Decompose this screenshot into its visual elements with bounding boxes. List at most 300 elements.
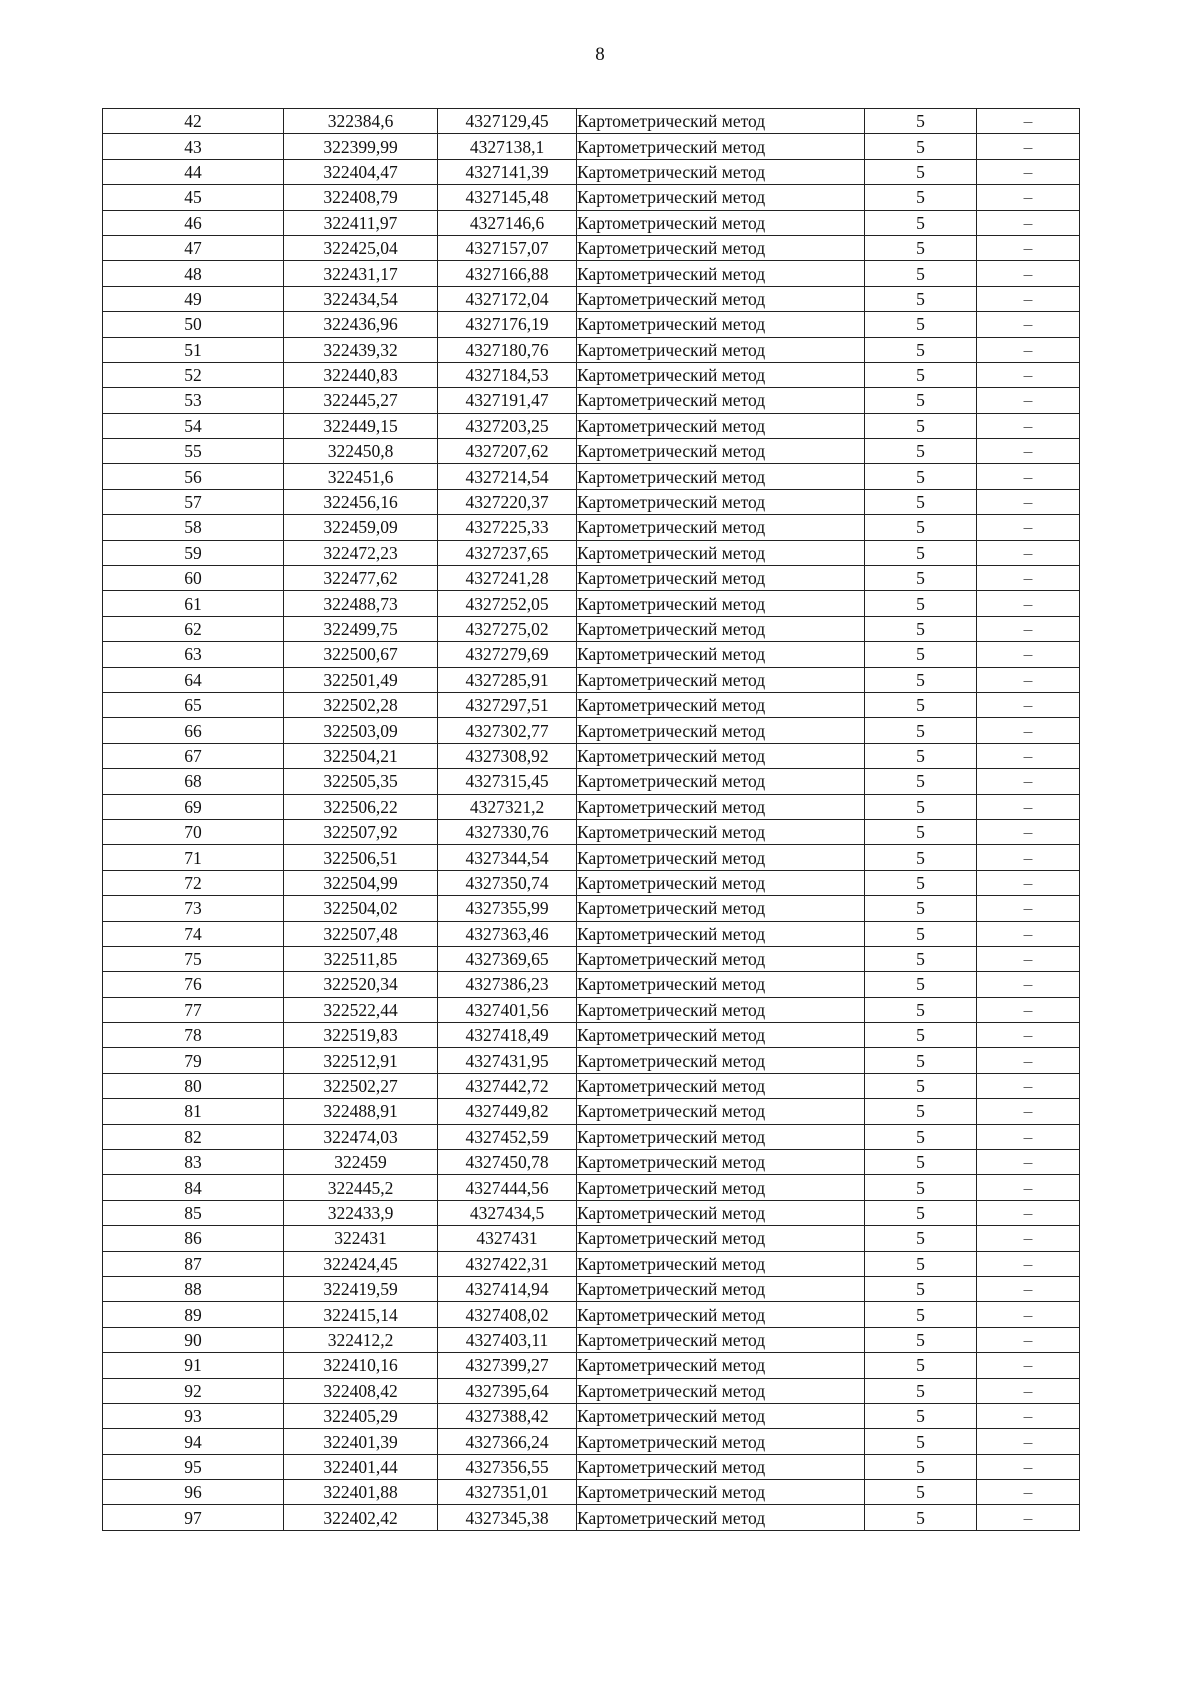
description-cell: – [977,1302,1080,1327]
y-coordinate-cell: 4327399,27 [438,1353,577,1378]
x-coordinate-cell: 322431 [284,1226,438,1251]
y-coordinate-cell: 4327237,65 [438,540,577,565]
point-number-cell: 94 [103,1429,284,1454]
table-row [103,972,1080,997]
y-coordinate-cell: 4327366,24 [438,1429,577,1454]
y-coordinate-cell: 4327214,54 [438,464,577,489]
x-coordinate-cell: 322449,15 [284,413,438,438]
x-coordinate-cell: 322505,35 [284,769,438,794]
table-row [103,337,1080,362]
point-number-cell: 54 [103,413,284,438]
point-number-cell: 83 [103,1150,284,1175]
method-cell: Картометрический метод [577,1073,865,1098]
table-row [103,439,1080,464]
y-coordinate-cell: 4327403,11 [438,1327,577,1352]
accuracy-cell: 5 [865,769,977,794]
x-coordinate-cell: 322411,97 [284,210,438,235]
table-row [103,1403,1080,1428]
x-coordinate-cell: 322502,28 [284,692,438,717]
x-coordinate-cell: 322401,44 [284,1454,438,1479]
description-cell: – [977,134,1080,159]
point-number-cell: 81 [103,1099,284,1124]
accuracy-cell: 5 [865,1251,977,1276]
description-cell: – [977,997,1080,1022]
description-cell: – [977,489,1080,514]
description-cell: – [977,642,1080,667]
point-number-cell: 86 [103,1226,284,1251]
table-row [103,870,1080,895]
x-coordinate-cell: 322459,09 [284,515,438,540]
table-row [103,896,1080,921]
method-cell: Картометрический метод [577,1378,865,1403]
accuracy-cell: 5 [865,819,977,844]
description-cell: – [977,1505,1080,1530]
y-coordinate-cell: 4327431 [438,1226,577,1251]
method-cell: Картометрический метод [577,972,865,997]
accuracy-cell: 5 [865,896,977,921]
method-cell: Картометрический метод [577,845,865,870]
accuracy-cell: 5 [865,1302,977,1327]
accuracy-cell: 5 [865,261,977,286]
point-number-cell: 43 [103,134,284,159]
point-number-cell: 79 [103,1048,284,1073]
x-coordinate-cell: 322507,48 [284,921,438,946]
point-number-cell: 48 [103,261,284,286]
y-coordinate-cell: 4327315,45 [438,769,577,794]
point-number-cell: 71 [103,845,284,870]
x-coordinate-cell: 322472,23 [284,540,438,565]
accuracy-cell: 5 [865,464,977,489]
x-coordinate-cell: 322522,44 [284,997,438,1022]
table-row [103,1099,1080,1124]
accuracy-cell: 5 [865,1073,977,1098]
y-coordinate-cell: 4327180,76 [438,337,577,362]
description-cell: – [977,261,1080,286]
table-row [103,1378,1080,1403]
method-cell: Картометрический метод [577,540,865,565]
description-cell: – [977,1429,1080,1454]
accuracy-cell: 5 [865,972,977,997]
point-number-cell: 90 [103,1327,284,1352]
point-number-cell: 85 [103,1200,284,1225]
y-coordinate-cell: 4327444,56 [438,1175,577,1200]
x-coordinate-cell: 322459 [284,1150,438,1175]
y-coordinate-cell: 4327166,88 [438,261,577,286]
accuracy-cell: 5 [865,286,977,311]
method-cell: Картометрический метод [577,870,865,895]
accuracy-cell: 5 [865,210,977,235]
method-cell: Картометрический метод [577,1226,865,1251]
accuracy-cell: 5 [865,185,977,210]
accuracy-cell: 5 [865,1353,977,1378]
table-row [103,362,1080,387]
x-coordinate-cell: 322415,14 [284,1302,438,1327]
table-row [103,1073,1080,1098]
x-coordinate-cell: 322410,16 [284,1353,438,1378]
accuracy-cell: 5 [865,743,977,768]
point-number-cell: 45 [103,185,284,210]
y-coordinate-cell: 4327344,54 [438,845,577,870]
method-cell: Картометрический метод [577,286,865,311]
accuracy-cell: 5 [865,1175,977,1200]
point-number-cell: 42 [103,109,284,134]
x-coordinate-cell: 322384,6 [284,109,438,134]
method-cell: Картометрический метод [577,946,865,971]
y-coordinate-cell: 4327345,38 [438,1505,577,1530]
point-number-cell: 76 [103,972,284,997]
table-row [103,1353,1080,1378]
y-coordinate-cell: 4327176,19 [438,312,577,337]
table-row [103,210,1080,235]
point-number-cell: 53 [103,388,284,413]
point-number-cell: 46 [103,210,284,235]
method-cell: Картометрический метод [577,109,865,134]
y-coordinate-cell: 4327191,47 [438,388,577,413]
x-coordinate-cell: 322477,62 [284,566,438,591]
accuracy-cell: 5 [865,134,977,159]
table-row [103,692,1080,717]
table-row [103,464,1080,489]
point-number-cell: 95 [103,1454,284,1479]
table-row [103,769,1080,794]
x-coordinate-cell: 322488,73 [284,591,438,616]
y-coordinate-cell: 4327351,01 [438,1480,577,1505]
table-row [103,1302,1080,1327]
method-cell: Картометрический метод [577,1124,865,1149]
accuracy-cell: 5 [865,388,977,413]
accuracy-cell: 5 [865,1023,977,1048]
description-cell: – [977,870,1080,895]
y-coordinate-cell: 4327418,49 [438,1023,577,1048]
method-cell: Картометрический метод [577,1353,865,1378]
accuracy-cell: 5 [865,1099,977,1124]
description-cell: – [977,439,1080,464]
point-number-cell: 93 [103,1403,284,1428]
point-number-cell: 74 [103,921,284,946]
x-coordinate-cell: 322445,2 [284,1175,438,1200]
table-row [103,667,1080,692]
description-cell: – [977,1048,1080,1073]
accuracy-cell: 5 [865,1276,977,1301]
accuracy-cell: 5 [865,159,977,184]
method-cell: Картометрический метод [577,1403,865,1428]
method-cell: Картометрический метод [577,794,865,819]
x-coordinate-cell: 322511,85 [284,946,438,971]
table-row [103,1505,1080,1530]
accuracy-cell: 5 [865,1505,977,1530]
x-coordinate-cell: 322436,96 [284,312,438,337]
method-cell: Картометрический метод [577,1505,865,1530]
point-number-cell: 73 [103,896,284,921]
description-cell: – [977,1403,1080,1428]
description-cell: – [977,921,1080,946]
accuracy-cell: 5 [865,439,977,464]
description-cell: – [977,1099,1080,1124]
accuracy-cell: 5 [865,921,977,946]
y-coordinate-cell: 4327449,82 [438,1099,577,1124]
point-number-cell: 78 [103,1023,284,1048]
accuracy-cell: 5 [865,794,977,819]
x-coordinate-cell: 322519,83 [284,1023,438,1048]
accuracy-cell: 5 [865,235,977,260]
description-cell: – [977,1124,1080,1149]
description-cell: – [977,1023,1080,1048]
description-cell: – [977,692,1080,717]
description-cell: – [977,515,1080,540]
point-number-cell: 56 [103,464,284,489]
table-row [103,489,1080,514]
method-cell: Картометрический метод [577,642,865,667]
y-coordinate-cell: 4327141,39 [438,159,577,184]
method-cell: Картометрический метод [577,1099,865,1124]
table-row [103,566,1080,591]
point-number-cell: 75 [103,946,284,971]
point-number-cell: 84 [103,1175,284,1200]
x-coordinate-cell: 322501,49 [284,667,438,692]
method-cell: Картометрический метод [577,159,865,184]
point-number-cell: 51 [103,337,284,362]
point-number-cell: 47 [103,235,284,260]
y-coordinate-cell: 4327275,02 [438,616,577,641]
method-cell: Картометрический метод [577,1251,865,1276]
method-cell: Картометрический метод [577,591,865,616]
accuracy-cell: 5 [865,870,977,895]
accuracy-cell: 5 [865,642,977,667]
method-cell: Картометрический метод [577,769,865,794]
y-coordinate-cell: 4327172,04 [438,286,577,311]
point-number-cell: 80 [103,1073,284,1098]
table-row [103,159,1080,184]
table-row [103,794,1080,819]
point-number-cell: 52 [103,362,284,387]
method-cell: Картометрический метод [577,312,865,337]
method-cell: Картометрический метод [577,235,865,260]
x-coordinate-cell: 322504,99 [284,870,438,895]
point-number-cell: 58 [103,515,284,540]
table-row [103,1200,1080,1225]
accuracy-cell: 5 [865,362,977,387]
description-cell: – [977,769,1080,794]
description-cell: – [977,388,1080,413]
y-coordinate-cell: 4327369,65 [438,946,577,971]
method-cell: Картометрический метод [577,362,865,387]
method-cell: Картометрический метод [577,1302,865,1327]
method-cell: Картометрический метод [577,515,865,540]
x-coordinate-cell: 322401,39 [284,1429,438,1454]
y-coordinate-cell: 4327207,62 [438,439,577,464]
accuracy-cell: 5 [865,1429,977,1454]
point-number-cell: 62 [103,616,284,641]
description-cell: – [977,616,1080,641]
method-cell: Картометрический метод [577,1276,865,1301]
description-cell: – [977,235,1080,260]
method-cell: Картометрический метод [577,997,865,1022]
method-cell: Картометрический метод [577,692,865,717]
point-number-cell: 68 [103,769,284,794]
accuracy-cell: 5 [865,1048,977,1073]
description-cell: – [977,743,1080,768]
accuracy-cell: 5 [865,1378,977,1403]
y-coordinate-cell: 4327422,31 [438,1251,577,1276]
table-row [103,1327,1080,1352]
y-coordinate-cell: 4327225,33 [438,515,577,540]
accuracy-cell: 5 [865,489,977,514]
x-coordinate-cell: 322445,27 [284,388,438,413]
description-cell: – [977,667,1080,692]
y-coordinate-cell: 4327279,69 [438,642,577,667]
x-coordinate-cell: 322419,59 [284,1276,438,1301]
accuracy-cell: 5 [865,312,977,337]
table-row [103,515,1080,540]
table-row [103,388,1080,413]
point-number-cell: 89 [103,1302,284,1327]
table-row [103,845,1080,870]
x-coordinate-cell: 322504,21 [284,743,438,768]
y-coordinate-cell: 4327356,55 [438,1454,577,1479]
y-coordinate-cell: 4327297,51 [438,692,577,717]
description-cell: – [977,286,1080,311]
x-coordinate-cell: 322503,09 [284,718,438,743]
description-cell: – [977,1454,1080,1479]
table-row [103,1150,1080,1175]
x-coordinate-cell: 322506,51 [284,845,438,870]
method-cell: Картометрический метод [577,1175,865,1200]
point-number-cell: 50 [103,312,284,337]
x-coordinate-cell: 322520,34 [284,972,438,997]
coordinates-table-body [103,109,1080,1531]
x-coordinate-cell: 322405,29 [284,1403,438,1428]
method-cell: Картометрический метод [577,667,865,692]
table-row [103,1023,1080,1048]
description-cell: – [977,1480,1080,1505]
y-coordinate-cell: 4327252,05 [438,591,577,616]
description-cell: – [977,819,1080,844]
x-coordinate-cell: 322440,83 [284,362,438,387]
description-cell: – [977,210,1080,235]
point-number-cell: 55 [103,439,284,464]
description-cell: – [977,718,1080,743]
accuracy-cell: 5 [865,566,977,591]
method-cell: Картометрический метод [577,921,865,946]
point-number-cell: 70 [103,819,284,844]
method-cell: Картометрический метод [577,1454,865,1479]
accuracy-cell: 5 [865,946,977,971]
x-coordinate-cell: 322399,99 [284,134,438,159]
description-cell: – [977,312,1080,337]
table-row [103,642,1080,667]
table-row [103,261,1080,286]
method-cell: Картометрический метод [577,134,865,159]
accuracy-cell: 5 [865,515,977,540]
description-cell: – [977,1251,1080,1276]
method-cell: Картометрический метод [577,1023,865,1048]
method-cell: Картометрический метод [577,1200,865,1225]
table-row [103,1048,1080,1073]
description-cell: – [977,1276,1080,1301]
x-coordinate-cell: 322401,88 [284,1480,438,1505]
x-coordinate-cell: 322412,2 [284,1327,438,1352]
x-coordinate-cell: 322439,32 [284,337,438,362]
point-number-cell: 44 [103,159,284,184]
x-coordinate-cell: 322450,8 [284,439,438,464]
y-coordinate-cell: 4327388,42 [438,1403,577,1428]
point-number-cell: 66 [103,718,284,743]
method-cell: Картометрический метод [577,388,865,413]
accuracy-cell: 5 [865,718,977,743]
y-coordinate-cell: 4327355,99 [438,896,577,921]
accuracy-cell: 5 [865,1150,977,1175]
description-cell: – [977,1200,1080,1225]
table-row [103,312,1080,337]
table-row [103,616,1080,641]
description-cell: – [977,109,1080,134]
method-cell: Картометрический метод [577,337,865,362]
point-number-cell: 64 [103,667,284,692]
point-number-cell: 92 [103,1378,284,1403]
table-row [103,1454,1080,1479]
table-row [103,235,1080,260]
table-row [103,109,1080,134]
table-row [103,1276,1080,1301]
y-coordinate-cell: 4327414,94 [438,1276,577,1301]
table-row [103,134,1080,159]
table-row [103,286,1080,311]
x-coordinate-cell: 322504,02 [284,896,438,921]
y-coordinate-cell: 4327157,07 [438,235,577,260]
method-cell: Картометрический метод [577,464,865,489]
method-cell: Картометрический метод [577,743,865,768]
point-number-cell: 69 [103,794,284,819]
accuracy-cell: 5 [865,845,977,870]
y-coordinate-cell: 4327241,28 [438,566,577,591]
point-number-cell: 82 [103,1124,284,1149]
method-cell: Картометрический метод [577,1327,865,1352]
y-coordinate-cell: 4327452,59 [438,1124,577,1149]
x-coordinate-cell: 322408,42 [284,1378,438,1403]
y-coordinate-cell: 4327308,92 [438,743,577,768]
method-cell: Картометрический метод [577,819,865,844]
point-number-cell: 87 [103,1251,284,1276]
description-cell: – [977,591,1080,616]
description-cell: – [977,845,1080,870]
description-cell: – [977,946,1080,971]
y-coordinate-cell: 4327395,64 [438,1378,577,1403]
point-number-cell: 97 [103,1505,284,1530]
x-coordinate-cell: 322507,92 [284,819,438,844]
description-cell: – [977,1150,1080,1175]
description-cell: – [977,896,1080,921]
description-cell: – [977,1175,1080,1200]
point-number-cell: 60 [103,566,284,591]
description-cell: – [977,337,1080,362]
x-coordinate-cell: 322474,03 [284,1124,438,1149]
method-cell: Картометрический метод [577,261,865,286]
y-coordinate-cell: 4327330,76 [438,819,577,844]
y-coordinate-cell: 4327321,2 [438,794,577,819]
accuracy-cell: 5 [865,1327,977,1352]
point-number-cell: 91 [103,1353,284,1378]
table-row [103,1480,1080,1505]
x-coordinate-cell: 322456,16 [284,489,438,514]
method-cell: Картометрический метод [577,566,865,591]
description-cell: – [977,540,1080,565]
table-row [103,185,1080,210]
table-row [103,1124,1080,1149]
y-coordinate-cell: 4327129,45 [438,109,577,134]
description-cell: – [977,1327,1080,1352]
method-cell: Картометрический метод [577,210,865,235]
accuracy-cell: 5 [865,1226,977,1251]
